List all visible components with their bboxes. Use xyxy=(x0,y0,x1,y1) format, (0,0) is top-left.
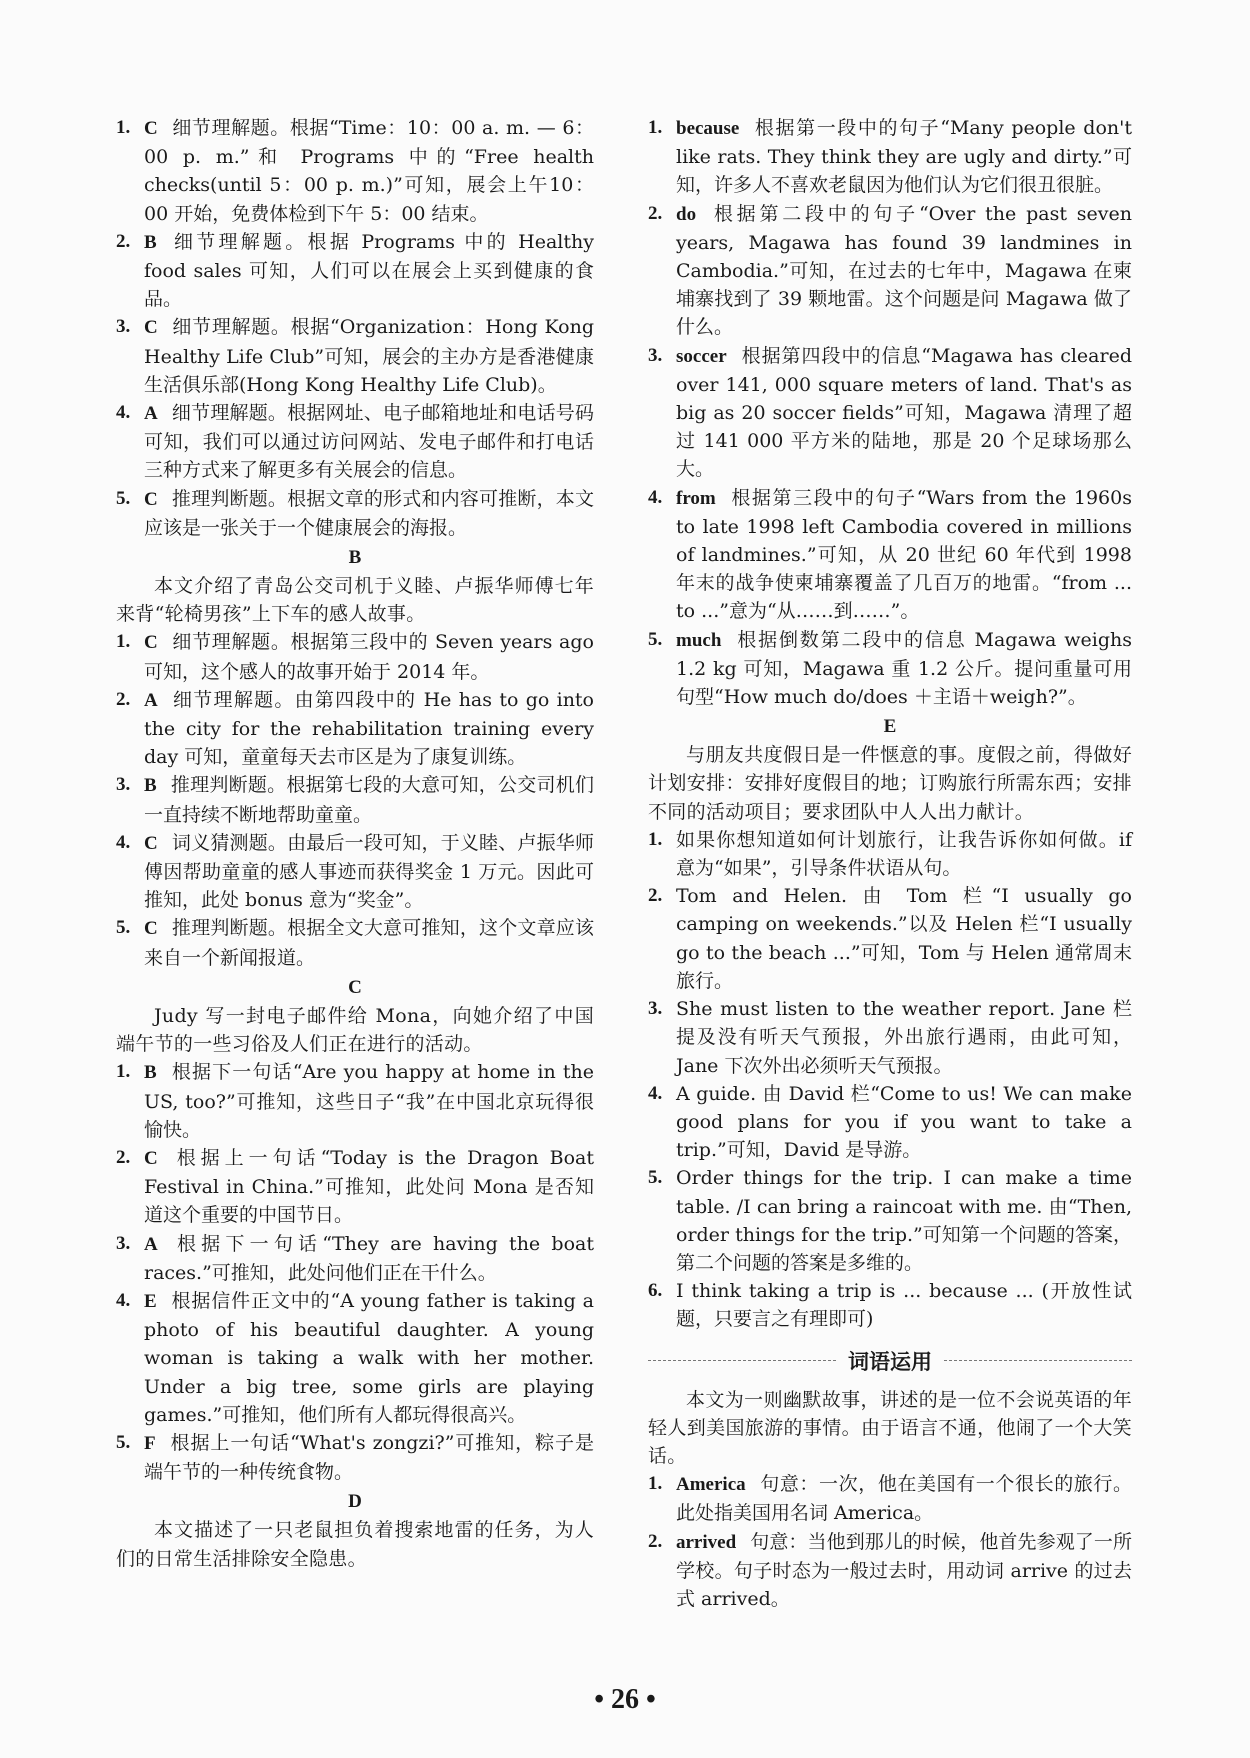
explanation-text: 根据下一句话“Are you happy at home in the US, too?”可推知，这些日子“我”在中国北京玩得很愉快。 xyxy=(144,1061,594,1141)
question-number: 5. xyxy=(116,487,131,509)
explanation-text: 细节理解题。由第四段中的 He has to go into the city for the rehabilitation training every day 可知，童童每天去市区是为了康复训练。 xyxy=(144,688,594,769)
divider xyxy=(648,1360,836,1361)
answer-item xyxy=(648,1164,1132,1277)
question-number: 3. xyxy=(116,774,131,796)
answer-key: E xyxy=(144,1290,157,1312)
answer-body xyxy=(144,228,594,314)
question-number: 3. xyxy=(116,316,131,338)
answer-body xyxy=(144,628,594,685)
vocab-heading: 词语运用 xyxy=(848,1349,932,1374)
question-number: 2. xyxy=(116,1146,131,1168)
question-number: 4. xyxy=(648,1082,663,1104)
answer-item xyxy=(116,1058,594,1144)
answer-item xyxy=(116,829,594,915)
answer-item xyxy=(648,1080,1132,1165)
answer-item xyxy=(648,1277,1132,1333)
right-column xyxy=(648,114,1132,1613)
section-e-intro: 与朋友共度假日是一件惬意的事。度假之前，得做好计划安排：安排好度假目的地；订购旅行所需东西；安排不同的活动项目；要求团队中人人出力献计。 xyxy=(648,744,1132,823)
divider xyxy=(944,1360,1132,1361)
answer-body xyxy=(144,1144,594,1230)
answer-body xyxy=(676,342,1132,484)
section-a-answers xyxy=(116,114,594,542)
answer-body xyxy=(676,1277,1132,1333)
answer-item xyxy=(648,882,1132,995)
answer-key: C xyxy=(144,832,158,854)
answer-body xyxy=(144,114,594,228)
answer-body xyxy=(144,1287,594,1429)
explanation-text: 推理判断题。根据全文大意可推知，这个文章应该来自一个新闻报道。 xyxy=(144,917,594,969)
question-number: 1. xyxy=(116,1061,131,1083)
question-number: 2. xyxy=(648,202,663,224)
answer-item xyxy=(116,1287,594,1429)
answer-key: do xyxy=(676,203,697,225)
answer-body xyxy=(676,995,1132,1080)
explanation-text: 推理判断题。根据文章的形式和内容可推断，本文应该是一张关于一个健康展会的海报。 xyxy=(144,487,594,539)
answer-item xyxy=(116,686,594,772)
section-b-title: B xyxy=(348,547,362,569)
explanation-text: 细节理解题。根据 Programs 中的 Healthy food sales 可知，人们可以在展会上买到健康的食品。 xyxy=(144,230,594,311)
question-number: 5. xyxy=(116,917,131,939)
question-number: 1. xyxy=(648,1473,663,1495)
answer-key: much xyxy=(676,629,722,651)
vocab-answers xyxy=(648,1470,1132,1613)
explanation-text: I think taking a trip is ... because ... (开放性试题，只要言之有理即可) xyxy=(676,1280,1132,1331)
section-e-title: E xyxy=(883,716,897,738)
explanation-text: 根据信件正文中的“A young father is taking a photo of his beautiful daughter. A young woman is taking a walk with her mother. Under a big tree, some girls are playing games.”可推知，他们所有人都玩得很高兴。 xyxy=(144,1289,594,1426)
answer-item xyxy=(116,628,594,685)
question-number: 1. xyxy=(116,631,131,653)
explanation-text: 根据倒数第二段中的信息 Magawa weighs 1.2 kg 可知，Magawa 重 1.2 公斤。提问重量可用句型“How much do/does ＋主语＋weigh?”。 xyxy=(676,628,1132,709)
section-c-title: C xyxy=(348,976,362,998)
vocab-intro: 本文为一则幽默故事，讲述的是一位不会说英语的年轻人到美国旅游的事情。由于语言不通，他闹了一个大笑话。 xyxy=(648,1388,1132,1467)
explanation-text: 根据上一句话“Today is the Dragon Boat Festival in China.”可推知，此处问 Mona 是否知道这个重要的中国节日。 xyxy=(144,1146,594,1227)
explanation-text: 根据第二段中的句子“Over the past seven years, Magawa has found 39 landmines in Cambodia.”可知，在过去的七年中，Magawa 在柬埔寨找到了 39 颗地雷。这个问题是问 Magawa 做了什么。 xyxy=(676,202,1132,339)
answer-item xyxy=(648,1528,1132,1614)
answer-key: because xyxy=(676,118,740,139)
answer-item xyxy=(116,1230,594,1287)
answer-key: B xyxy=(144,1062,157,1084)
answer-item xyxy=(116,1144,594,1230)
answer-body xyxy=(676,626,1132,712)
answer-body xyxy=(144,829,594,915)
explanation-text: 句意：当他到那儿的时候，他首先参观了一所学校。句子时态为一般过去时，用动词 arrive 的过去式 arrived。 xyxy=(676,1530,1132,1610)
answer-key: C xyxy=(144,118,158,139)
answer-key: soccer xyxy=(676,345,727,367)
answer-item xyxy=(116,485,594,542)
question-number: 5. xyxy=(648,1167,663,1189)
answer-item xyxy=(648,826,1132,882)
explanation-text: 细节理解题。根据网址、电子邮箱地址和电话号码可知，我们可以通过访问网站、发电子邮件和打电话三种方式来了解更多有关展会的信息。 xyxy=(144,402,594,482)
answer-key: A xyxy=(144,403,158,425)
answer-item xyxy=(648,995,1132,1080)
answer-key: C xyxy=(144,317,158,339)
explanation-text: 细节理解题。根据第三段中的 Seven years ago 可知，这个感人的故事开始于 2014 年。 xyxy=(144,631,594,683)
answer-body xyxy=(144,914,594,971)
question-number: 2. xyxy=(116,688,131,710)
answer-key: A xyxy=(144,689,158,711)
question-number: 4. xyxy=(116,1289,131,1311)
section-d-title: D xyxy=(348,1491,362,1513)
answer-body xyxy=(144,1429,594,1486)
answer-body xyxy=(676,200,1132,342)
explanation-text: 推理判断题。根据第七段的大意可知，公交司机们一直持续不断地帮助童童。 xyxy=(144,774,594,826)
explanation-text: 根据第四段中的信息“Magawa has cleared over 141, 000 square meters of land. That's as big as 20 soccer fields”可知，Magawa 清理了超过 141 000 平方米的陆地，那是 20 个足球场那么大。 xyxy=(676,344,1132,481)
explanation-text: 如果你想知道如何计划旅行，让我告诉你如何做。if 意为“如果”，引导条件状语从句。 xyxy=(676,828,1132,880)
question-number: 6. xyxy=(648,1280,663,1302)
explanation-text: 句意：一次，他在美国有一个很长的旅行。此处指美国用名词 America。 xyxy=(676,1473,1132,1525)
answer-item xyxy=(116,114,594,228)
explanation-text: 词义猜测题。由最后一段可知，于义睦、卢振华师傅因帮助童童的感人事迹而获得奖金 1 万元。因此可推知，此处 bonus 意为“奖金”。 xyxy=(144,831,594,912)
answer-key: A xyxy=(144,1233,158,1255)
answer-key: C xyxy=(144,488,158,510)
section-c-answers xyxy=(116,1058,594,1486)
answer-body xyxy=(144,771,594,828)
explanation-text: 细节理解题。根据“Organization：Hong Kong Healthy Life Club”可知，展会的主办方是香港健康生活俱乐部(Hong Kong Healthy Life Club)。 xyxy=(144,316,594,396)
answer-item xyxy=(648,200,1132,342)
answer-item xyxy=(116,1429,594,1486)
answer-key: arrived xyxy=(676,1531,737,1553)
answer-body xyxy=(676,1470,1132,1527)
answer-body xyxy=(144,313,594,399)
question-number: 1. xyxy=(648,828,663,850)
question-number: 1. xyxy=(116,117,131,138)
left-column xyxy=(116,114,594,1573)
section-d-intro: 本文描述了一只老鼠担负着搜索地雷的任务，为人们的日常生活排除安全隐患。 xyxy=(116,1519,594,1570)
section-c-intro: Judy 写一封电子邮件给 Mona，向她介绍了中国端午节的一些习俗及人们正在进行的活动。 xyxy=(116,1004,594,1056)
answer-body xyxy=(676,1164,1132,1277)
answer-body xyxy=(144,485,594,542)
section-b-intro: 本文介绍了青岛公交司机于义睦、卢振华师傅七年来背“轮椅男孩”上下车的感人故事。 xyxy=(116,575,594,626)
question-number: 5. xyxy=(648,628,663,650)
question-number: 4. xyxy=(116,402,131,424)
explanation-text: She must listen to the weather report. Jane 栏提及没有听天气预报，外出旅行遇雨，由此可知，Jane 下次外出必须听天气预报。 xyxy=(676,998,1132,1077)
answer-item xyxy=(648,1470,1132,1527)
answer-body xyxy=(144,686,594,772)
answer-body xyxy=(144,399,594,485)
answer-item xyxy=(116,914,594,971)
explanation-text: 根据第一段中的句子“Many people don't like rats. They think they are ugly and dirty.”可知，许多人不喜欢老鼠因为他们认为它们很丑很脏。 xyxy=(676,117,1132,197)
page-number: • 26 • xyxy=(594,1684,656,1715)
question-number: 1. xyxy=(648,117,663,138)
answer-body xyxy=(144,1058,594,1144)
explanation-text: 根据下一句话“They are having the boat races.”可推知，此处问他们正在干什么。 xyxy=(144,1232,594,1284)
answer-key: C xyxy=(144,1147,158,1169)
answer-key: C xyxy=(144,632,158,654)
explanation-text: A guide. 由 David 栏“Come to us! We can make good plans for you if you want to take a trip.”可知，David 是导游。 xyxy=(676,1082,1132,1162)
answer-item xyxy=(116,313,594,399)
explanation-text: 细节理解题。根据“Time：10：00 a. m. — 6：00 p. m.”和 Programs 中的“Free health checks(until 5：00 p. m.)”可知，展会上午10：00 开始，免费体检到下午 5：00 结束。 xyxy=(144,117,594,225)
answer-item xyxy=(648,342,1132,484)
answer-item xyxy=(116,399,594,485)
answer-body xyxy=(676,882,1132,995)
answer-key: America xyxy=(676,1474,746,1496)
section-d-answers xyxy=(648,114,1132,711)
explanation-text: Order things for the trip. I can make a time table. /I can bring a raincoat with me. 由“Then, order things for the trip.”可知第一个问题的答案，第二个问题的答案是多维的。 xyxy=(676,1167,1132,1274)
answer-body xyxy=(676,1528,1132,1614)
question-number: 2. xyxy=(648,1530,663,1552)
answer-key: B xyxy=(144,231,157,253)
answer-item xyxy=(116,771,594,828)
answer-body xyxy=(676,484,1132,626)
question-number: 3. xyxy=(648,344,663,366)
question-number: 4. xyxy=(648,486,663,508)
answer-key: C xyxy=(144,918,158,940)
answer-key: F xyxy=(144,1432,156,1454)
question-number: 2. xyxy=(116,230,131,252)
answer-key: from xyxy=(676,487,716,509)
answer-body xyxy=(144,1230,594,1287)
question-number: 4. xyxy=(116,831,131,853)
section-b-answers xyxy=(116,628,594,971)
section-e-answers xyxy=(648,826,1132,1334)
explanation-text: 根据上一句话“What's zongzi?”可推知，粽子是端午节的一种传统食物。 xyxy=(144,1431,594,1484)
answer-item xyxy=(116,228,594,314)
answer-key: B xyxy=(144,775,157,797)
question-number: 2. xyxy=(648,885,663,907)
vocab-heading-bar xyxy=(648,1346,1132,1376)
explanation-text: 根据第三段中的句子“Wars from the 1960s to late 1998 left Cambodia covered in millions of landmines.”可知，从 20 世纪 60 年代到 1998 年末的战争使柬埔寨覆盖了几百万的地雷。“from ... to ...”意为“从……到……”。 xyxy=(676,486,1132,623)
answer-body xyxy=(676,1080,1132,1165)
question-number: 3. xyxy=(648,998,663,1020)
question-number: 3. xyxy=(116,1232,131,1254)
answer-item xyxy=(648,114,1132,200)
answer-body xyxy=(676,114,1132,200)
answer-item xyxy=(648,626,1132,712)
question-number: 5. xyxy=(116,1431,131,1453)
explanation-text: Tom and Helen. 由 Tom 栏“I usually go camping on weekends.”以及 Helen 栏“I usually go to the beach ...”可知，Tom 与 Helen 通常周末旅行。 xyxy=(676,885,1132,992)
answer-body xyxy=(676,826,1132,882)
answer-item xyxy=(648,484,1132,626)
